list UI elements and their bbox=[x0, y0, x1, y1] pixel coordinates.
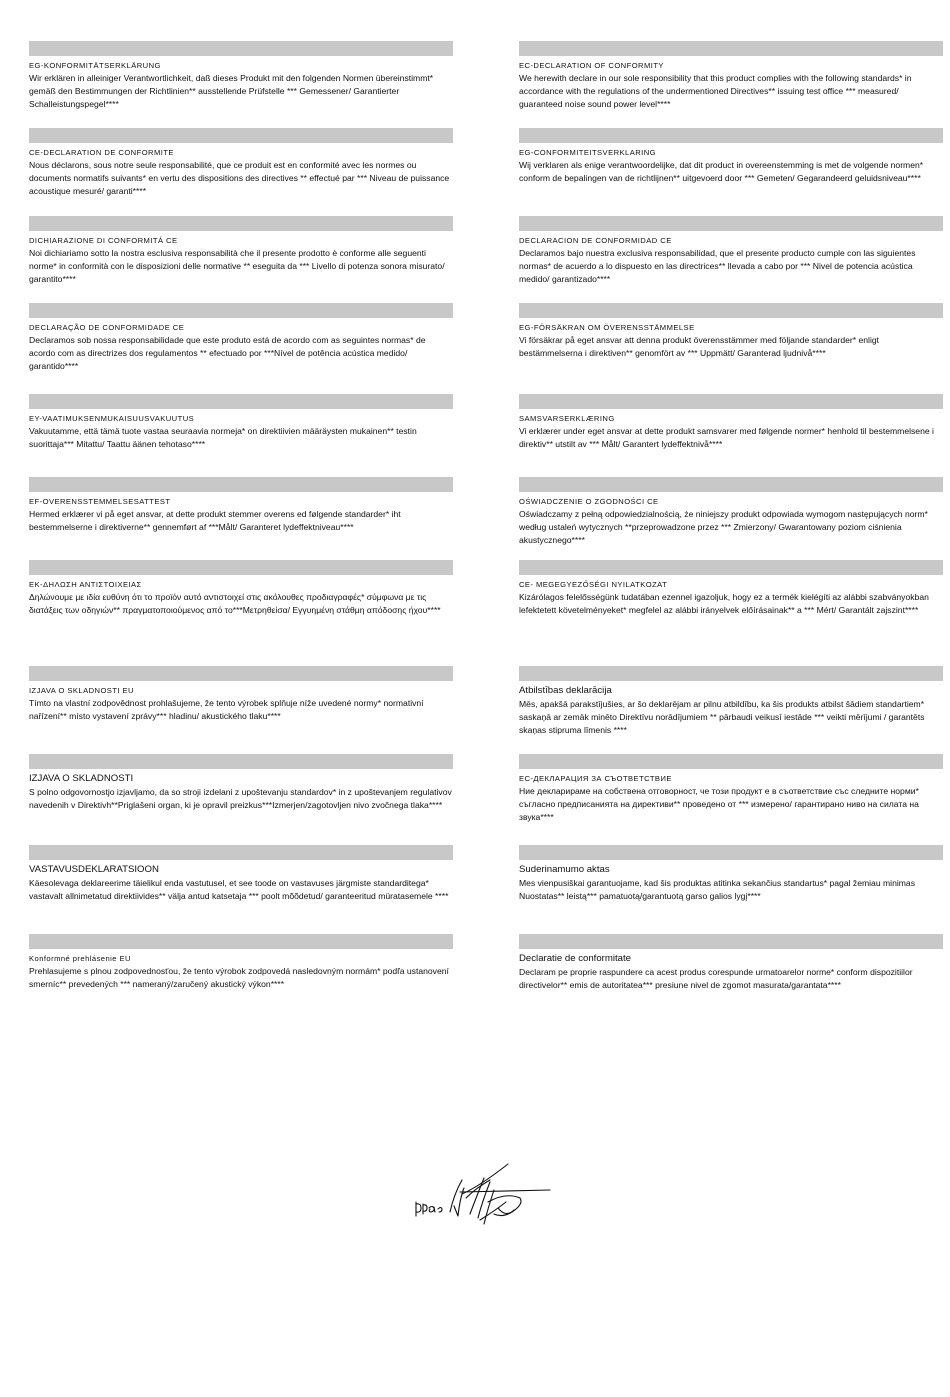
declaration-text: Wir erklären in alleiniger Verantwortlichkeit, daß dieses Produkt mit den folgenden Normen übereinstimmt* gemäß den Bestimmungen der Richtlinien** ausstellende Prüfstelle *** Gemessener/ Garantierter Schalleistungspegel**** bbox=[29, 73, 434, 110]
declaration-title: VASTAVUSDEKLARATSIOON bbox=[29, 864, 159, 875]
declaration-block bbox=[29, 477, 453, 534]
declaration-block bbox=[519, 394, 943, 451]
declaration-text: Wij verklaren als enige verantwoordelijke, dat dit product in overeenstemming is met de volgende normen* conform de bepalingen van de richtlijnen** uitgevoerd door *** Gemeten/ Gegarandeerd geluidsniveau**** bbox=[519, 160, 924, 184]
declaration-text: Declaramos bajo nuestra exclusiva responsabilidad, que el presente producto cumple con las siguientes normas* de acuerdo a lo dispuesto en las directrices** llevada a cabo por *** Nivel de potencia acústica medido/ garantizado**** bbox=[519, 248, 916, 285]
declaration-title: EY-VAATIMUKSENMUKAISUUSVAKUUTUS bbox=[29, 414, 195, 423]
section-bar bbox=[29, 216, 453, 231]
declaration-title: DICHIARAZIONE DI CONFORMITÁ CE bbox=[29, 236, 178, 245]
section-bar bbox=[29, 477, 453, 492]
declaration-title: EC-DECLARATION OF CONFORMITY bbox=[519, 61, 664, 70]
declaration-text: S polno odgovornostjo izjavljamo, da so stroji izdelani z upoštevanju standardov* in z upoštevanjem regulativov navedenih v Direktivh**Priglašeni organ, ki je opravil preizkus***Izmerjen/zagotovljen nivo zvočnega tlaka**** bbox=[29, 787, 452, 811]
declaration-block bbox=[29, 845, 453, 903]
declaration-title: Suderinamumo aktas bbox=[519, 864, 610, 875]
section-bar bbox=[29, 128, 453, 143]
declaration-title: DECLARAÇÃO DE CONFORMIDADE CE bbox=[29, 323, 185, 332]
section-bar bbox=[519, 41, 943, 56]
declaration-title: Atbilstības deklarācija bbox=[519, 685, 612, 696]
declaration-title: EG-KONFORMITÄTSERKLÄRUNG bbox=[29, 61, 161, 70]
section-bar bbox=[519, 845, 943, 860]
section-bar bbox=[29, 394, 453, 409]
declaration-block bbox=[519, 128, 943, 185]
section-bar bbox=[519, 128, 943, 143]
declaration-text: Tímto na vlastní zodpovědnost prohlašujeme, že tento výrobek splňuje níže uvedené normy* normativní nařízení** místo vystavení zprávy*** hladinu/ akustického tlaku**** bbox=[29, 698, 424, 722]
declaration-text: Declaram pe proprie raspundere ca acest produs corespunde urmatoarelor norme* conform dispozitiilor directivelor** emis de autoritatea*** presiune nivel de zgomot masurata/garantata**** bbox=[519, 967, 913, 991]
declaration-block bbox=[519, 845, 943, 903]
declaration-block bbox=[29, 41, 453, 112]
declaration-block bbox=[519, 303, 943, 360]
section-bar bbox=[519, 303, 943, 318]
declaration-text: Δηλώνουμε με ιδία ευθύνη ότι το προϊόν αυτό αντιστοιχεί στις ακόλουθες προδιαγραφές* σύμφωνα με τις διατάξεις των οδηγιών** πραγματοποιούμενος από το***Μετρηθείσα/ Εγγυημένη στάθμη απόδοσης ήχου**** bbox=[29, 592, 441, 616]
handwritten-signature bbox=[410, 1158, 560, 1238]
declaration-title: SAMSVARSERKLÆRING bbox=[519, 414, 615, 423]
section-bar bbox=[29, 666, 453, 681]
declaration-title: EF-OVERENSSTEMMELSESATTEST bbox=[29, 497, 171, 506]
declaration-title: DECLARACION DE CONFORMIDAD CE bbox=[519, 236, 672, 245]
declaration-title: EG-FÖRSÄKRAN OM ÖVERENSSTÄMMELSE bbox=[519, 323, 695, 332]
declaration-title: ЕС-ДЕКЛАРАЦИЯ ЗА СЪОТВЕТСТВИЕ bbox=[519, 774, 672, 783]
section-bar bbox=[519, 934, 943, 949]
declaration-block bbox=[29, 666, 453, 723]
section-bar bbox=[29, 560, 453, 575]
declaration-text: Vakuutamme, että tämä tuote vastaa seuraavia normeja* on direktiivien määräysten mukainen** testin suorittaja*** Mitattu/ Taattu äänen tehotaso**** bbox=[29, 426, 417, 450]
section-bar bbox=[519, 754, 943, 769]
section-bar bbox=[519, 394, 943, 409]
declaration-text: Mēs, apakšā parakstījušies, ar šo deklarējam ar pilnu atbildību, ka šis produkts atbilst šādiem standartiem* saskaņā ar zemāk minēto Direktīvu norādījumiem ** pārbaudi veikusī iestāde *** veikti mērījumi / garantēts skaņas stipruma līmenis **** bbox=[519, 699, 925, 736]
declaration-block bbox=[29, 934, 453, 991]
declaration-block bbox=[519, 754, 943, 825]
declaration-text: Nous déclarons, sous notre seule responsabilité, que ce produit est en conformité avec les normes ou documents normatifs suivants* en vertu des dispositions des directives ** effectué par *** Niveau de puissance acoustique mesuré/ garanti**** bbox=[29, 160, 450, 197]
declaration-block bbox=[29, 216, 453, 287]
declaration-title: CE- MEGEGYEZŐSÉGI NYILATKOZAT bbox=[519, 580, 668, 589]
declaration-title: Konformné prehlásenie EU bbox=[29, 954, 131, 963]
section-bar bbox=[519, 666, 943, 681]
section-bar bbox=[519, 477, 943, 492]
section-bar bbox=[29, 845, 453, 860]
declaration-text: Mes vienpusiškai garantuojame, kad šis produktas atitinka sekančius standartus* pagal žemiau minimas Nuostatas** leistą*** pamatuotą/garantuotą garso galios lygį**** bbox=[519, 878, 915, 902]
declaration-text: Vi erklærer under eget ansvar at dette produkt samsvarer med følgende normer* henhold til bestemmelsene i direktiv** utstilt av *** Målt/ Garantert lydeffektnivå**** bbox=[519, 426, 934, 450]
declaration-block bbox=[519, 560, 943, 617]
declaration-block bbox=[29, 394, 453, 451]
section-bar bbox=[29, 754, 453, 769]
declaration-block bbox=[29, 303, 453, 374]
declaration-block bbox=[519, 216, 943, 287]
section-bar bbox=[29, 41, 453, 56]
declaration-title: ΕΚ-ΔΗΛΩΣΗ ΑΝΤΙΣΤΟΙΧΕΙΑΣ bbox=[29, 580, 142, 589]
declaration-block bbox=[29, 128, 453, 199]
declaration-title: Declaratie de conformitate bbox=[519, 953, 631, 964]
declaration-text: Käesolevaga deklareerime täielikul enda vastutusel, et see toode on vastavuses järgmiste standarditega* vastavalt allnimetatud direktiivides** välja antud katsetaja *** poolt mõõdetud/ garanteeritud müratasemele **** bbox=[29, 878, 449, 902]
declaration-block bbox=[29, 754, 453, 812]
declaration-block bbox=[519, 934, 943, 992]
declaration-block bbox=[519, 666, 943, 738]
declaration-text: Vi försäkrar på eget ansvar att denna produkt överensstämmer med följande standarder* enligt bestämmelserna i direktiven** genomfört av *** Uppmätt/ Garanterad ljudnivå**** bbox=[519, 335, 880, 359]
declaration-text: Hermed erklærer vi på eget ansvar, at dette produkt stemmer overens ed følgende standarder* iht bestemmelserne i direktiverne** gennemført af ***Målt/ Garanteret lydeffektniveau**** bbox=[29, 509, 401, 533]
declaration-block bbox=[519, 477, 943, 548]
declaration-title: IZJAVA O SKLADNOSTI bbox=[29, 773, 134, 784]
section-bar bbox=[29, 303, 453, 318]
declaration-text: We herewith declare in our sole responsibility that this product complies with the following standards* in accordance with the regulations of the undermentioned Directives** issuing test office *** measured/ guaranteed noise sound power level**** bbox=[519, 73, 912, 110]
declaration-text: Noi dichiariamo sotto la nostra esclusiva responsabilità che il presente prodotto è conforme alle seguenti norme* in conformità con le disposizioni delle normative ** eseguita da *** Livello di potenza sonora misurato/ garantito**** bbox=[29, 248, 445, 285]
declaration-text: Prehlasujeme s plnou zodpovednosťou, že tento výrobok zodpovedá nasledovným normám* podľa ustanovení smerníc** prevedených *** nameraný/zaručený akustický výkon**** bbox=[29, 966, 449, 990]
declaration-title: CE-DECLARATION DE CONFORMITE bbox=[29, 148, 174, 157]
declaration-text: Declaramos sob nossa responsabilidade que este produto está de acordo com as seguintes normas* de acordo com as directrizes dos regulamentos ** efectuado por ***Nível de potência acústica medido/ garantido**** bbox=[29, 335, 426, 372]
declaration-title: IZJAVA O SKLADNOSTI EU bbox=[29, 686, 134, 695]
declaration-title: OŚWIADCZENIE O ZGODNOŚCI CE bbox=[519, 497, 659, 506]
declaration-text: Oświadczamy z pełną odpowiedzialnością, że niniejszy produkt odpowiada wymogom następujących norm* według ustaleń wytycznych **przeprowadzone przez *** Zmierzony/ Gwarantowany poziom ciśnienia akustycznego**** bbox=[519, 509, 928, 546]
declaration-text: Ние декларираме на собствена отговорност, че този продукт е в съответствие със следните норми* съгласно предписанията на директиви** проведено от *** измерено/ гарантирано ниво на силата на звука**** bbox=[519, 786, 919, 823]
declaration-text: Kizárólagos felelősségünk tudatában ezennel igazoljuk, hogy ez a termék kielégíti az alábbi szabványokban lefektetett követelményeket* megfelel az alábbi irányelvek előírásainak** a *** Mért/ Garantált zajszint**** bbox=[519, 592, 929, 616]
section-bar bbox=[519, 560, 943, 575]
section-bar bbox=[519, 216, 943, 231]
declaration-block bbox=[519, 41, 943, 112]
section-bar bbox=[29, 934, 453, 949]
declaration-block bbox=[29, 560, 453, 617]
declaration-title: EG-CONFORMITEITSVERKLARING bbox=[519, 148, 657, 157]
